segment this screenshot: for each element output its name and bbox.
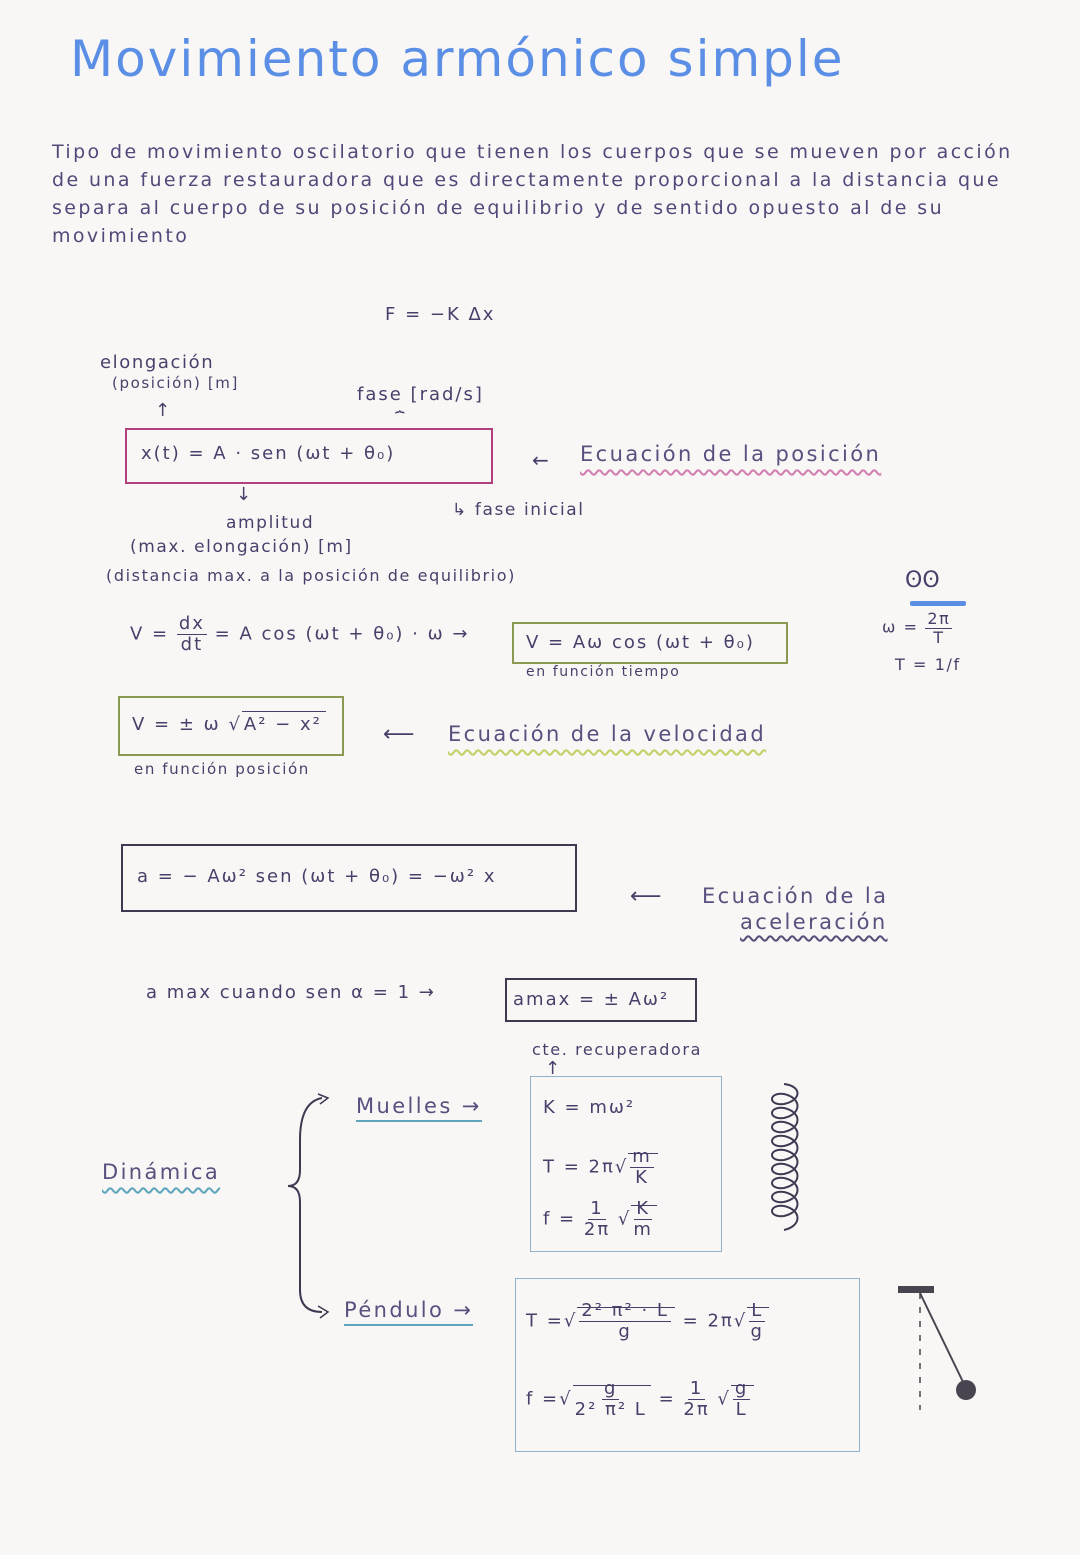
period-formula: T = 1/f (895, 655, 961, 674)
brace-icon (282, 1090, 352, 1320)
max-acceleration-box (505, 978, 697, 1022)
initial-phase-label: ↳ fase inicial (452, 500, 585, 520)
phase-label: fase [rad/s] (357, 384, 484, 405)
spring-period-denominator: K (635, 1166, 649, 1188)
up-arrow-icon: ↑ (545, 1058, 561, 1079)
velocity-position-box (118, 696, 344, 756)
velocity-position-equation: V = ± ω √ A² − x² (132, 714, 326, 735)
velocity-position-root: A² − x² (242, 711, 326, 735)
initial-phase-text: fase inicial (474, 500, 585, 520)
dynamics-label: Dinámica (102, 1160, 221, 1184)
pendulum-period-mid: = 2π (682, 1310, 734, 1332)
omega-fraction (925, 610, 952, 646)
acceleration-name-line-2: aceleración (740, 910, 888, 934)
pendulum-label-text: Péndulo → (344, 1298, 473, 1326)
phase-brace-icon: ⏞ (395, 410, 405, 429)
omega-denominator: T (933, 627, 945, 647)
pendulum-frequency-lhs: f = (526, 1388, 560, 1410)
pendulum-period-numerator: 2² π² · L (581, 1300, 669, 1321)
left-arrow-icon: ⟵ (383, 722, 415, 747)
velocity-equation-name: Ecuación de la velocidad (448, 722, 767, 746)
acceleration-name-line-1: Ecuación de la (702, 884, 889, 908)
velocity-time-box (512, 622, 788, 664)
constant-label: cte. recuperadora (532, 1040, 703, 1059)
up-arrow-icon: ↑ (155, 400, 171, 421)
omega-numerator: 2π (927, 609, 951, 628)
omega-lhs: ω = (882, 617, 919, 637)
pendulum-period-lhs: T = (526, 1310, 564, 1332)
max-acceleration-equation: amax = ± Aω² (513, 989, 670, 1010)
pendulum-frequency-numerator-2: g (734, 1378, 749, 1399)
position-equation: x(t) = A · sen (ωt + θ₀) (141, 443, 396, 464)
pendulum-frequency-denominator: 2² π² L (574, 1398, 647, 1420)
spring-frequency-numerator: K (636, 1198, 651, 1219)
springs-box (530, 1076, 722, 1252)
down-arrow-icon: ↓ (236, 484, 252, 505)
intro-paragraph: Tipo de movimiento oscilatorio que tienen los cuerpos que se mueven por acción de una fuerza restauradora que es directamente proporcional a la distancia que separa al cuerpo de su posición de equilibrio y de sentido opuesto al de su movimiento (52, 141, 1013, 247)
derivative-numerator: dx (178, 613, 205, 634)
velocity-position-lhs: V = ± ω (132, 714, 221, 735)
pendulum-label (344, 1298, 473, 1322)
velocity-rhs: = A cos (ωt + θ₀) · ω → (214, 623, 470, 645)
pendulum-drawing-icon (890, 1280, 990, 1420)
elongation-sublabel: (posición) [m] (112, 374, 239, 392)
velocity-time-equation: V = Aω cos (ωt + θ₀) (526, 632, 755, 653)
elongation-label: elongación (100, 352, 215, 373)
omega-formula (882, 610, 952, 646)
left-arrow-icon: ← (532, 448, 549, 472)
amplitude-sublabel-1: (max. elongación) [m] (130, 537, 353, 557)
spring-frequency-equation: f = $\frac{1}{2\pi}$ √ $\frac{K}{m}$ (543, 1199, 657, 1240)
springs-label-text: Muelles → (356, 1094, 482, 1122)
pendulum-period-denominator-2: g (750, 1320, 764, 1342)
velocity-time-caption: en función tiempo (526, 664, 681, 680)
spring-period-numerator: m (632, 1146, 652, 1167)
pendulum-box (515, 1278, 860, 1452)
derivative-fraction (177, 614, 207, 655)
pendulum-frequency-coef-den: 2π (683, 1398, 710, 1420)
amplitude-sublabel-2: (distancia max. a la posición de equilibrio) (106, 566, 516, 585)
pendulum-frequency-denominator-2: L (735, 1398, 748, 1420)
position-equation-name: Ecuación de la posición (580, 442, 882, 466)
velocity-position-caption: en función posición (134, 760, 310, 778)
pendulum-period-denominator: g (618, 1320, 632, 1342)
amplitude-label: amplitud (226, 513, 315, 533)
velocity-lhs: V = (130, 623, 170, 645)
hooke-law: F = −K Δx (385, 304, 496, 325)
spring-constant-equation: K = mω² (543, 1097, 636, 1118)
eyes-doodle-icon: ʘʘ (905, 568, 940, 593)
acceleration-equation: a = − Aω² sen (ωt + θ₀) = −ω² x (137, 866, 497, 887)
derivative-denominator: dt (180, 633, 204, 655)
left-arrow-icon: ⟵ (630, 884, 662, 909)
velocity-derivation (130, 614, 470, 655)
spring-frequency-coef-den: 2π (583, 1218, 611, 1240)
max-acceleration-text: a max cuando sen α = 1 → (146, 982, 436, 1003)
pendulum-frequency-coef-num: 1 (689, 1378, 704, 1399)
spring-frequency-lhs: f = (543, 1208, 577, 1230)
spring-drawing-icon (762, 1080, 812, 1240)
springs-label (356, 1094, 482, 1118)
spring-period-equation: T = 2π√ $\frac{m}{K}$ (543, 1147, 658, 1188)
pendulum-frequency-equation: f =√ $\frac{g}{\text{2² π² L}}$ = $\frac{1}{2\pi}$ √ $\frac{g}{L}$ (526, 1379, 754, 1420)
page-title: Movimiento armónico simple (70, 30, 845, 88)
position-equation-box (125, 428, 493, 484)
spring-frequency-denominator: m (633, 1218, 653, 1240)
highlight-bar (910, 601, 966, 606)
pendulum-period-numerator-2: L (751, 1300, 764, 1321)
pendulum-frequency-numerator: g (604, 1378, 618, 1399)
acceleration-box (121, 844, 577, 912)
spring-frequency-coef-num: 1 (590, 1198, 604, 1219)
pendulum-frequency-mid: = (658, 1388, 676, 1410)
pendulum-period-equation: T =√ $\frac{\text{2² π² · L}}{g}$ = 2π√ $\frac{L}{g}$ (526, 1301, 769, 1342)
spring-period-lhs: T = 2π (543, 1156, 615, 1178)
